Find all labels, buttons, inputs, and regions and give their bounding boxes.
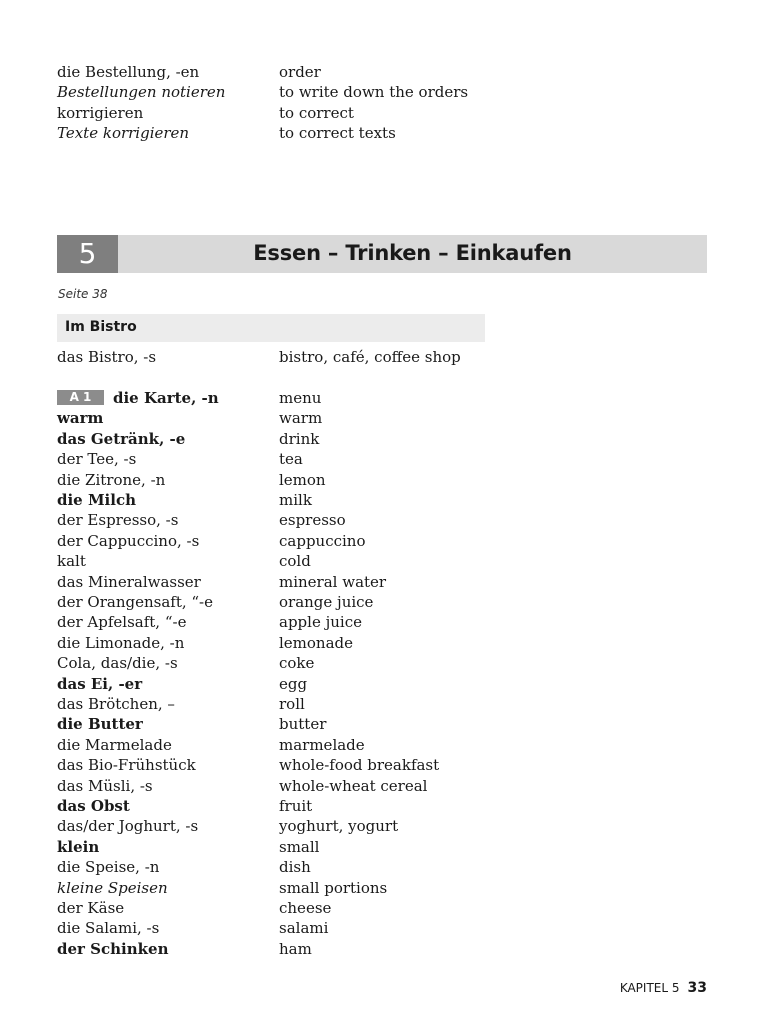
vocab-entry: [57, 470, 717, 490]
chapter-banner: [57, 235, 707, 273]
vocab-entry: [57, 62, 717, 82]
german-term: der Schinken: [57, 939, 169, 958]
vocab-entry: [57, 674, 717, 694]
vocab-entry: [57, 510, 717, 530]
vocab-entry: [57, 103, 717, 123]
english-translation: order: [279, 63, 321, 81]
vocab-entry: [57, 714, 717, 734]
english-translation: lemonade: [279, 633, 354, 652]
english-translation: mineral water: [279, 572, 387, 591]
english-translation: small: [279, 837, 320, 856]
german-term: der Käse: [57, 899, 125, 917]
vocab-entry: [57, 123, 717, 143]
vocab-entry: [57, 633, 717, 653]
german-term: Cola, das/die, -s: [57, 654, 178, 673]
german-term: korrigieren: [57, 103, 144, 122]
vocab-entry: [57, 449, 717, 469]
english-translation: marmelade: [279, 735, 365, 754]
english-translation: ham: [279, 939, 312, 958]
german-term: die Speise, -n: [57, 858, 160, 877]
german-term: die Marmelade: [57, 735, 172, 754]
english-translation: to correct: [279, 103, 354, 122]
english-translation: to correct texts: [279, 124, 396, 143]
english-translation: egg: [279, 674, 308, 693]
german-term: der Orangensaft, “-e: [57, 593, 213, 611]
vocab-entry: [57, 408, 717, 428]
vocab-entry: [57, 429, 717, 449]
english-translation: butter: [279, 715, 327, 734]
german-term: das Bistro, -s: [57, 348, 157, 366]
english-translation: cold: [279, 552, 311, 571]
vocab-entry: [57, 878, 717, 898]
activity-tag: A 1: [57, 390, 104, 405]
german-term: die Zitrone, -n: [57, 470, 166, 489]
german-term: der Tee, -s: [57, 450, 137, 469]
vocab-entry: [57, 735, 717, 755]
german-term: das Obst: [57, 797, 130, 815]
english-translation: orange juice: [279, 593, 374, 611]
german-term: das Ei, -er: [57, 674, 143, 693]
vocab-entry: [57, 857, 717, 877]
english-translation: fruit: [279, 797, 313, 815]
english-translation: whole-food breakfast: [279, 756, 440, 775]
vocab-entry: [57, 347, 717, 367]
english-translation: to write down the orders: [279, 83, 469, 102]
vocab-entry: [57, 816, 717, 836]
vocab-entry: [57, 82, 717, 102]
german-term: kleine Speisen: [57, 878, 168, 897]
german-term: klein: [57, 837, 100, 856]
german-term: das Getränk, -e: [57, 429, 186, 448]
german-term: das Müsli, -s: [57, 776, 153, 795]
english-translation: espresso: [279, 511, 346, 530]
chapter-number: 5: [57, 235, 118, 273]
vocab-entry: [57, 796, 717, 816]
vocab-entry: [57, 653, 717, 673]
vocab-entry: [57, 918, 717, 938]
german-term: Bestellungen notieren: [57, 83, 226, 102]
german-term: die Salami, -s: [57, 919, 160, 938]
german-term: der Cappuccino, -s: [57, 531, 200, 550]
english-translation: salami: [279, 919, 329, 938]
page-footer: [620, 980, 707, 996]
vocab-entry: [57, 694, 717, 714]
german-term: die Butter: [57, 715, 143, 734]
english-translation: warm: [279, 409, 323, 428]
english-translation: cheese: [279, 899, 332, 917]
german-term: die Limonade, -n: [57, 633, 185, 652]
german-term: das Brötchen, –: [57, 695, 175, 713]
chapter-title: Essen – Trinken – Einkaufen: [253, 241, 572, 265]
english-translation: small portions: [279, 878, 388, 897]
german-term: das/der Joghurt, -s: [57, 817, 199, 836]
german-term: der Apfelsaft, “-e: [57, 613, 187, 632]
german-term-text: die Karte, -n: [113, 389, 219, 407]
german-term: die Bestellung, -en: [57, 63, 200, 81]
english-translation: milk: [279, 491, 312, 509]
english-translation: yoghurt, yogurt: [279, 817, 399, 836]
vocab-entry: [57, 612, 717, 632]
vocab-entry: [57, 531, 717, 551]
german-term: das Mineralwasser: [57, 572, 201, 591]
page-reference: Seite 38: [58, 287, 108, 301]
vocab-entry: [57, 592, 717, 612]
german-term: das Bio-Frühstück: [57, 756, 196, 775]
german-term: Texte korrigieren: [57, 124, 190, 143]
english-translation: whole-wheat cereal: [279, 776, 428, 795]
vocab-entry: [57, 755, 717, 775]
section-title: Im Bistro: [65, 319, 137, 335]
english-translation: menu: [279, 389, 322, 407]
section-header: [57, 314, 485, 342]
vocab-entry: [57, 572, 717, 592]
german-term: warm: [57, 409, 104, 428]
vocab-entry: [57, 388, 717, 408]
english-translation: coke: [279, 654, 315, 673]
vocab-entry: [57, 490, 717, 510]
german-term: kalt: [57, 552, 86, 571]
english-translation: cappuccino: [279, 531, 366, 550]
vocab-entry: [57, 837, 717, 857]
german-term: die Milch: [57, 491, 136, 509]
german-term: [57, 388, 219, 408]
vocab-entry: [57, 776, 717, 796]
chapter-label: KAPITEL 5: [619, 981, 680, 995]
english-translation: apple juice: [279, 613, 362, 632]
vocab-entry: [57, 551, 717, 571]
english-translation: dish: [279, 858, 311, 877]
english-translation: roll: [279, 695, 305, 713]
page-number: 33: [687, 980, 707, 996]
english-translation: lemon: [279, 470, 326, 489]
english-translation: drink: [279, 429, 320, 448]
english-translation: tea: [279, 450, 303, 469]
vocab-entry: [57, 898, 717, 918]
german-term: der Espresso, -s: [57, 511, 179, 530]
english-translation: bistro, café, coffee shop: [279, 348, 461, 366]
vocab-entry: [57, 939, 717, 959]
